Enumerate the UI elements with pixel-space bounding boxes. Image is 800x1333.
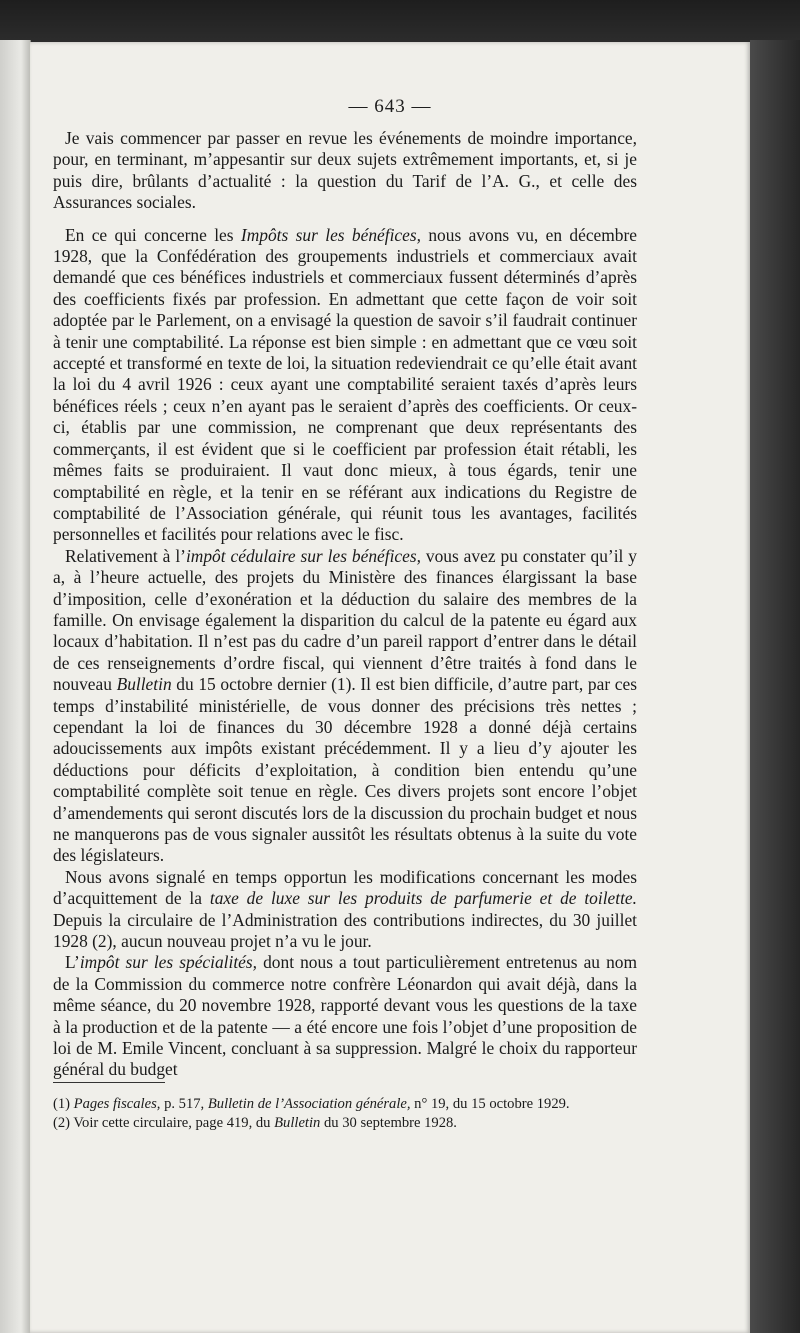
text-run: (2) Voir cette circulaire, page 419, du [53,1114,275,1131]
paragraph-2 [53,225,637,546]
text-run: du 15 octobre dernier (1). Il est bien difficile, d’autre part, par ces temps d’instabilité ministérielle, de vous donner des précisions très nettes ; cependant la loi de finances du 30 décembre 1928 a donné déjà certains adoucissements aux impôts existant précédemment. Il y a lieu d’y ajouter les déductions pour déficits d’exploitation, à condition bien entendu qu’une comptabilité complète soit tenue en règle. Ces divers projets sont encore l’objet d’amendements qui seront discutés lors de la discussion du prochain budget et nous ne manquerons pas de vous signaler aussitôt les résultats obtenus à la suite du vote des législateurs. [53,674,637,866]
text-run: nous avons vu, en décembre 1928, que la Confédération des groupements industriels et commerciaux avait demandé que ces bénéfices industriels et commerciaux fussent déterminés d’après des coefficients fixés par profession. En admettant que cette façon de voir soit adoptée par le Parlement, on a envisagé la question de savoir s’il faudrait continuer à tenir une comptabilité. La réponse est bien simple : en admettant que ce vœu soit accepté et transformé en texte de loi, la situation redeviendrait ce qu’elle était avant la loi du 4 avril 1926 : ceux ayant une comptabilité seraient taxés d’après leurs bénéfices réels ; ceux n’en ayant pas le seraient d’après des coefficients. Or ceux-ci, établis par une commission, ne comprenant que deux représentants des commerçants, il est évident que si le coefficient par profession était rétabli, les mêmes faits se produiraient. Il vaut donc mieux, à tous égards, tenir une comptabilité en règle, et la tenir en se référant aux indications du Registre de comptabilité de l’Association générale, qui réunit tous les avantages, facilités personnelles et facilités pour relations avec le fisc. [53,224,638,545]
text-run: En ce qui concerne les [65,224,241,245]
footnote-1 [53,1095,637,1114]
document-page [30,42,750,1333]
footnotes [53,1095,637,1132]
paragraph-1 [53,128,637,214]
text-run: L’ [65,952,80,973]
scan-background-right [750,40,800,1333]
italic-text-run: Bulletin [274,1114,321,1131]
italic-text-run: Bulletin de l’Association générale, [207,1096,411,1112]
text-run: p. 517, [160,1096,208,1112]
previous-page-edge [0,40,31,1333]
text-run: Je vais commencer par passer en revue les événements de moindre importance, pour, en terminant, m’appesantir sur deux sujets extrêmement importants, et, si je puis dire, brûlants d’actualité : la question du Tarif de l’A. G., et celle des Assurances sociales. [53,128,637,213]
text-run: vous avez pu constater qu’il y a, à l’heure actuelle, des projets du Ministère des finances élargissant la base d’imposition, celle d’exonération et la déduction du salaire des membres de la famille. On envisage également la disparition du calcul de la patente eu égard aux locaux d’habitation. Il n’est pas du cadre d’un pareil rapport d’entrer dans le détail de ces renseignements d’ordre fiscal, qui viennent d’être traités à fond dans le nouveau [53,545,637,695]
text-run: Nous avons signalé en temps opportun les modifications concernant les modes d’acquittement de la [53,866,637,909]
text-run: (1) [53,1096,74,1112]
paragraph-4 [53,867,637,953]
italic-text-run: Bulletin [116,674,172,695]
italic-text-run: impôt sur les spécialités, [79,952,258,973]
footnote-2 [53,1114,637,1133]
page-number: — 643 — [348,96,432,117]
text-run: Relativement à l’ [65,545,186,566]
text-run: dont nous a tout particulièrement entretenus au nom de la Commission du commerce notre confrère Léonardon qui avait déjà, dans la même séance, du 20 novembre 1928, rapporté devant vous les questions de la taxe à la production et de la patente — a été encore une fois l’objet d’une proposition de loi de M. Emile Vincent, concluant à sa suppression. Malgré le choix du rapporteur général du budget [53,952,637,1080]
italic-text-run: Pages fiscales, [73,1096,161,1112]
text-run: du 30 septembre 1928. [320,1114,457,1131]
italic-text-run: Impôts sur les bénéfices, [240,224,421,245]
paragraph-5 [53,952,637,1080]
scan-background-top [0,0,800,48]
text-run: Depuis la circulaire de l’Administration des contributions indirectes, du 30 juillet 1928 (2), aucun nouveau projet n’a vu le jour. [53,909,637,952]
italic-text-run: taxe de luxe sur les produits de parfumerie et de toilette. [209,888,637,909]
footnote-divider [53,1082,165,1083]
text-run: n° 19, du 15 octobre 1929. [410,1096,570,1112]
italic-text-run: impôt cédulaire sur les bénéfices, [185,545,421,566]
paragraph-3 [53,546,637,867]
body-text [53,128,637,1081]
